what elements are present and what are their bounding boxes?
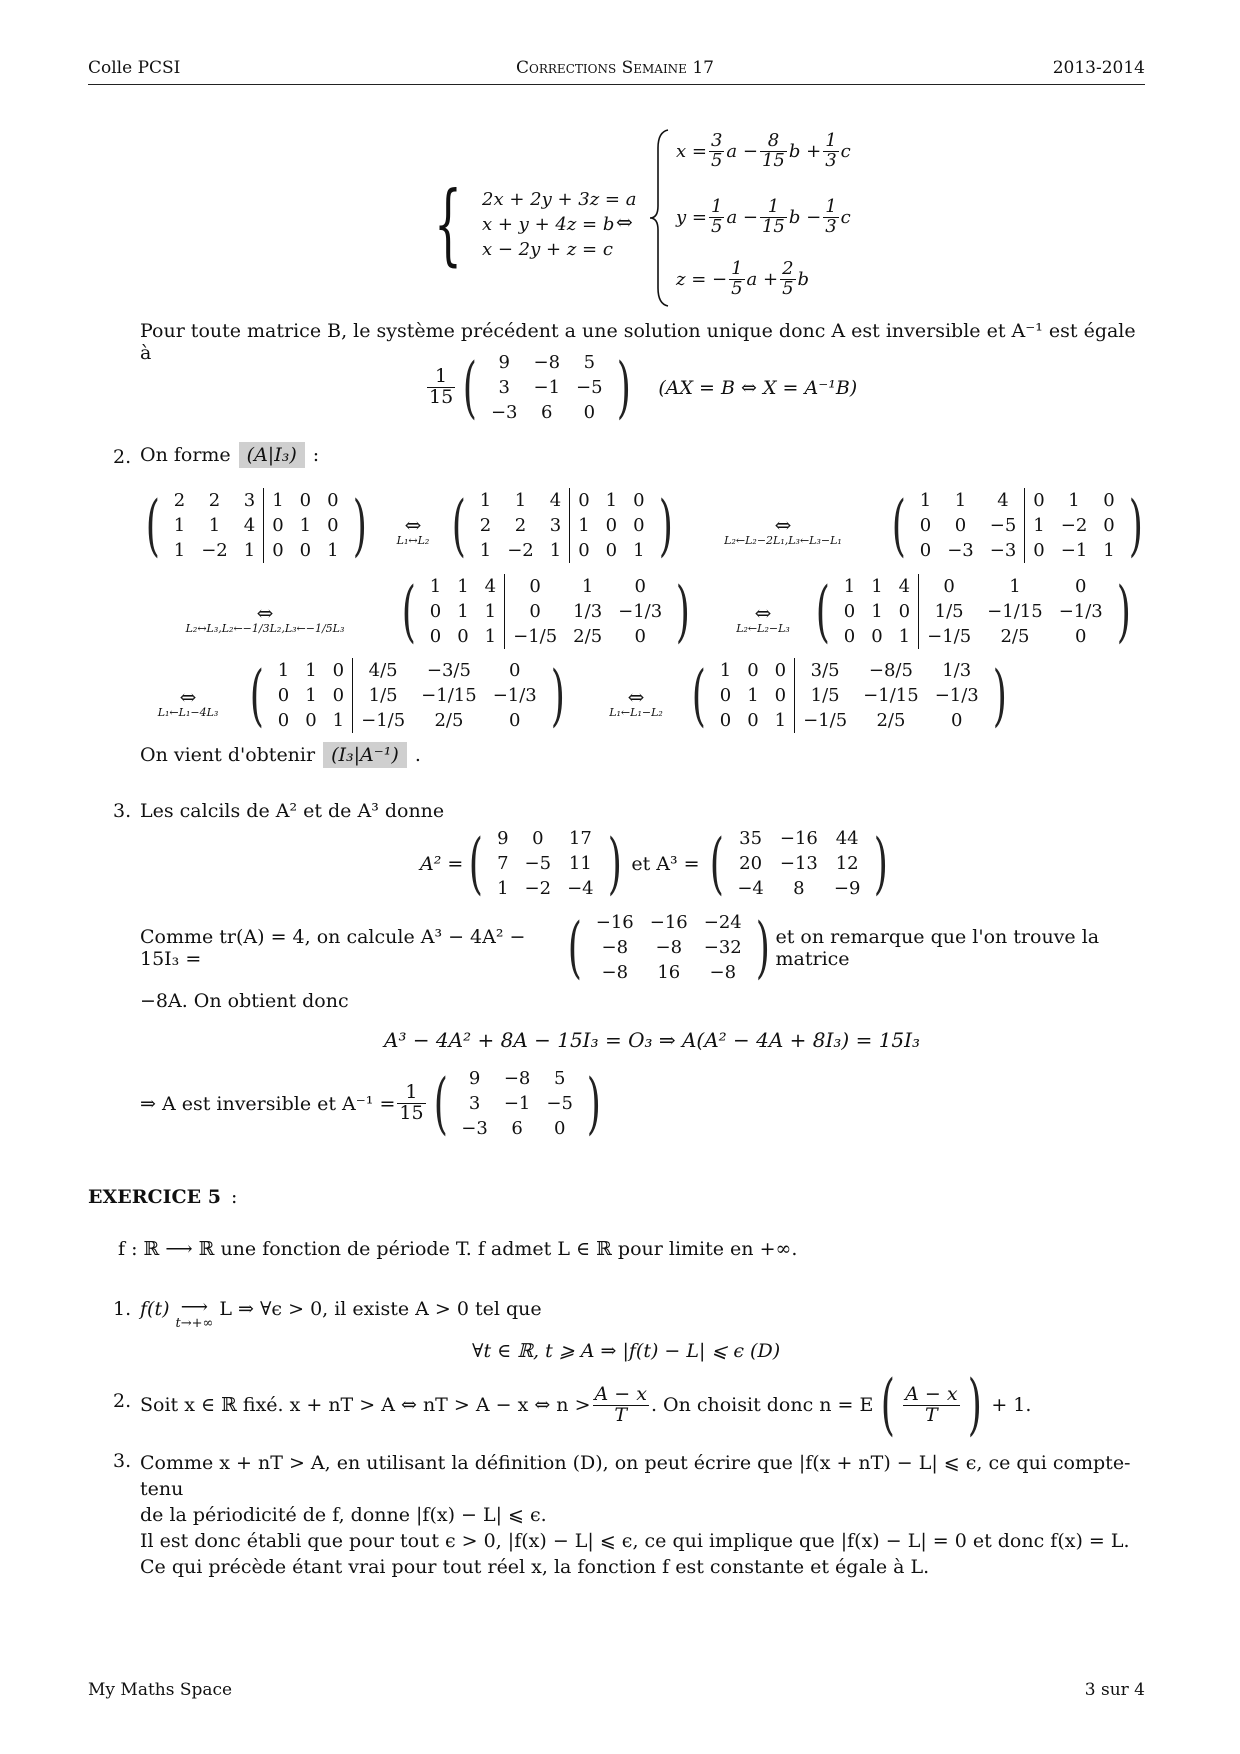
z-frac-2: $\frac{2}{5}$ bbox=[782, 258, 794, 299]
inverse-display bbox=[425, 350, 857, 425]
y-frac-2: $\frac{1}{15}$ bbox=[761, 196, 785, 237]
exercise-5-heading bbox=[88, 1186, 237, 1208]
conclusion-text: ⇒ A est inversible et A⁻¹ = bbox=[140, 1092, 396, 1115]
system-eq-3: x − 2y + z = c bbox=[482, 238, 613, 260]
ex5-item-1 bbox=[140, 1298, 542, 1330]
exercise-5-title: EXERCICE 5 bbox=[88, 1186, 221, 1208]
augmented-matrix-1: ( 2 2 3 1 0 0 1 1 4 0 1 0 1 −2 1 0 0 1 ) bbox=[145, 486, 367, 564]
paragraph-inverse: Pour toute matrice B, le système précédent a une solution unique donc A est inversible et A⁻¹ est égale à bbox=[140, 320, 1136, 364]
y-term-b: b − bbox=[788, 206, 822, 228]
augmented-matrix-5: ( 1 1 4 0 1 0 0 1 0 1/5 −1/15 −1/3 0 0 1 −1/5 2/5 0 ) bbox=[815, 572, 1131, 650]
inverse-note: (AX = B ⇔ X = A⁻¹B) bbox=[658, 376, 858, 399]
paren-close: ) bbox=[616, 348, 631, 426]
a3-label: et A³ = bbox=[631, 852, 700, 875]
y-frac-3: $\frac{1}{3}$ bbox=[825, 196, 837, 237]
ex5-item-1-number: 1. bbox=[113, 1298, 132, 1320]
y-frac-1: $\frac{1}{5}$ bbox=[710, 196, 723, 237]
obtient-text: −8A. On obtient donc bbox=[140, 990, 349, 1012]
x-term-a: a − bbox=[726, 140, 758, 162]
item-3-line-2: de la périodicité de f, donne |f(x) − L| ⩽ ϵ. bbox=[140, 1504, 547, 1526]
augmented-matrix-3: ( 1 1 4 0 1 0 0 0 −5 1 −2 0 0 −3 −3 0 −1 1 ) bbox=[891, 486, 1143, 564]
trace-line: Comme tr(A) = 4, on calcule A³ − 4A² − 15I₃ = ( −16 −16 −24 −8 −8 −32 −8 16 −8 ) et on remarque que l'on trouve la matrice bbox=[140, 910, 1150, 985]
inverse-factor: $\frac{1}{15}$ bbox=[429, 365, 454, 408]
item-3-line-1: Comme x + nT > A, en utilisant la définition (D), on peut écrire que |f(x + nT) − L| ⩽ ϵ, ce qui compte-tenu bbox=[140, 1452, 1131, 1500]
limit-function: f(t) bbox=[140, 1298, 170, 1320]
combination-matrix: −16 −16 −24 −8 −8 −32 −8 16 −8 bbox=[595, 912, 742, 983]
conclusion-factor: $\frac{1}{15}$ bbox=[399, 1081, 424, 1124]
item-2-frac-1: $\frac{A - x}{T}$ bbox=[594, 1382, 647, 1426]
item-2-frac-2: $\frac{A - x}{T}$ bbox=[905, 1382, 958, 1426]
exercise-5-intro: f : ℝ ⟶ ℝ une fonction de période T. f admet L ∈ ℝ pour limite en +∞. bbox=[118, 1238, 798, 1260]
limit-def-text: L ⇒ ∀ϵ > 0, il existe A > 0 tel que bbox=[219, 1298, 542, 1320]
augmented-matrix-6: ( 1 1 0 4/5 −3/5 0 0 1 0 1/5 −1/15 −1/3 0 0 1 −1/5 2/5 0 ) bbox=[249, 656, 565, 734]
augmented-matrix-7: ( 1 0 0 3/5 −8/5 1/3 0 1 0 1/5 −1/15 −1/3 0 0 1 −1/5 2/5 0 ) bbox=[691, 656, 1007, 734]
y-term-c: c bbox=[840, 206, 851, 228]
trace-text: Comme tr(A) = 4, on calcule A³ − 4A² − 15I₃ = bbox=[140, 925, 526, 970]
item-2-text: On forme bbox=[140, 444, 231, 466]
system-eq-2: x + y + 4z = b bbox=[482, 213, 615, 235]
conclusion-line: ⇒ A est inversible et A⁻¹ = $\frac{1}{15}$ ( 9 −8 5 3 −1 −5 −3 6 0 ) bbox=[140, 1064, 601, 1142]
powers-display: A² = ( 9 0 17 7 −5 11 1 −2 −4 ) et A³ = ( 35 −16 44 20 −13 12 −4 8 −9 ) bbox=[420, 824, 889, 902]
z-term-a: a + bbox=[746, 268, 779, 290]
ex5-item-2: Soit x ∈ ℝ fixé. x + nT > A ⇔ nT > A − x ⇔ n > $\frac{A - x}{T}$ . On choisit donc n = E ( $\frac{A - x}{T}$ ) + 1. bbox=[140, 1366, 1032, 1443]
header-center: Corrections Semaine 17 bbox=[516, 58, 714, 78]
item-3-number: 3. bbox=[113, 800, 132, 822]
row-op-4: ⇔ L₂←L₂−L₃ bbox=[736, 601, 790, 635]
x-frac-2: $\frac{8}{15}$ bbox=[761, 130, 785, 171]
x-term-b: b + bbox=[788, 140, 822, 162]
row-op-6: ⇔ L₁←L₁−L₂ bbox=[609, 685, 663, 719]
x-term-c: c bbox=[840, 140, 851, 162]
right-brace bbox=[646, 128, 676, 308]
item-3-line-3: Il est donc établi que pour tout ϵ > 0, |f(x) − L| ⩽ ϵ, ce qui implique que |f(x) − L| = 0 et donc f(x) = L. bbox=[140, 1530, 1130, 1552]
item-2-number: 2. bbox=[113, 446, 132, 468]
remark-text: et on remarque que l'on trouve la matrice bbox=[775, 925, 1100, 970]
a2-matrix: 9 0 17 7 −5 11 1 −2 −4 bbox=[497, 828, 594, 899]
row-op-1: ⇔ L₁↔L₂ bbox=[396, 513, 430, 547]
solution-x bbox=[676, 132, 851, 171]
header-rule bbox=[88, 84, 1145, 85]
system-eq-1: 2x + 2y + 3z = a bbox=[482, 188, 637, 210]
augmented-matrix-2: ( 1 1 4 0 1 0 2 2 3 1 0 0 1 −2 1 0 0 1 ) bbox=[451, 486, 673, 564]
limit-arrow: ⟶ t→+∞ bbox=[175, 1296, 214, 1331]
obtained-dot: . bbox=[414, 744, 421, 766]
exercise-5-colon: : bbox=[230, 1186, 238, 1208]
augmented-matrix-4: ( 1 1 4 0 1 0 0 1 1 0 1/3 −1/3 0 0 1 −1/5 2/5 0 ) bbox=[401, 572, 691, 650]
row-op-2: ⇔ L₂←L₂−2L₁,L₃←L₃−L₁ bbox=[724, 513, 842, 547]
system-equiv: ⇔ bbox=[616, 210, 633, 234]
item-2-text-c: + 1. bbox=[991, 1394, 1032, 1416]
header-left: Colle PCSI bbox=[88, 58, 181, 78]
definition-d: ∀t ∈ ℝ, t ⩾ A ⇒ |f(t) − L| ⩽ ϵ (D) bbox=[472, 1340, 781, 1362]
row-op-5: ⇔ L₁←L₁−4L₃ bbox=[157, 685, 219, 719]
x-frac-1: $\frac{3}{5}$ bbox=[710, 130, 723, 171]
item-2-text-a: Soit x ∈ ℝ fixé. x + nT > A ⇔ nT > A − x ⇔ n > bbox=[140, 1394, 591, 1416]
key-equation: A³ − 4A² + 8A − 15I₃ = O₃ ⇒ A(A² − 4A + 8I₃) = 15I₃ bbox=[384, 1028, 921, 1052]
footer-left: My Maths Space bbox=[88, 1680, 233, 1700]
item-2-intro bbox=[140, 442, 319, 468]
left-brace: { bbox=[434, 172, 462, 275]
obtained-boxed: (I₃|A⁻¹) bbox=[323, 742, 407, 768]
x-prefix: x = bbox=[676, 140, 707, 162]
a3-matrix: 35 −16 44 20 −13 12 −4 8 −9 bbox=[737, 828, 861, 899]
y-term-a: a − bbox=[726, 206, 758, 228]
solution-y bbox=[676, 198, 851, 237]
z-prefix: z = − bbox=[676, 268, 728, 290]
item-3-text: Les calcils de A² et de A³ donne bbox=[140, 800, 445, 822]
z-term-b: b bbox=[797, 268, 810, 290]
paren-open: ( bbox=[462, 348, 478, 426]
item-2-text-b: . On choisit donc n = E bbox=[650, 1394, 874, 1416]
ex5-item-3-number: 3. bbox=[113, 1450, 132, 1472]
item-2-boxed: (A|I₃) bbox=[239, 442, 305, 468]
row-op-3: ⇔ L₂↔L₃,L₂←−1/3L₂,L₃←−1/5L₃ bbox=[185, 601, 345, 635]
footer-right: 3 sur 4 bbox=[1084, 1680, 1145, 1700]
obtained-text: On vient d'obtenir bbox=[140, 744, 316, 766]
ex5-conclusion bbox=[140, 1528, 1145, 1580]
item-2-colon: : bbox=[312, 444, 320, 466]
z-frac-1: $\frac{1}{5}$ bbox=[731, 258, 743, 299]
system-left bbox=[420, 172, 637, 275]
item-3-line-4: Ce qui précède étant vrai pour tout réel x, la fonction f est constante et égale à L. bbox=[140, 1556, 930, 1578]
y-prefix: y = bbox=[676, 206, 707, 228]
obtained-line bbox=[140, 742, 421, 768]
ex5-item-2-number: 2. bbox=[113, 1390, 132, 1412]
conclusion-matrix: 9 −8 5 3 −1 −5 −3 6 0 bbox=[461, 1068, 573, 1139]
solution-z bbox=[676, 260, 809, 299]
header-right: 2013-2014 bbox=[1052, 58, 1145, 78]
x-frac-3: $\frac{1}{3}$ bbox=[825, 130, 837, 171]
a2-label: A² = bbox=[420, 852, 464, 875]
inverse-matrix: 9 −8 5 3 −1 −5 −3 6 0 bbox=[490, 352, 603, 423]
ex5-item-3 bbox=[140, 1450, 1145, 1528]
